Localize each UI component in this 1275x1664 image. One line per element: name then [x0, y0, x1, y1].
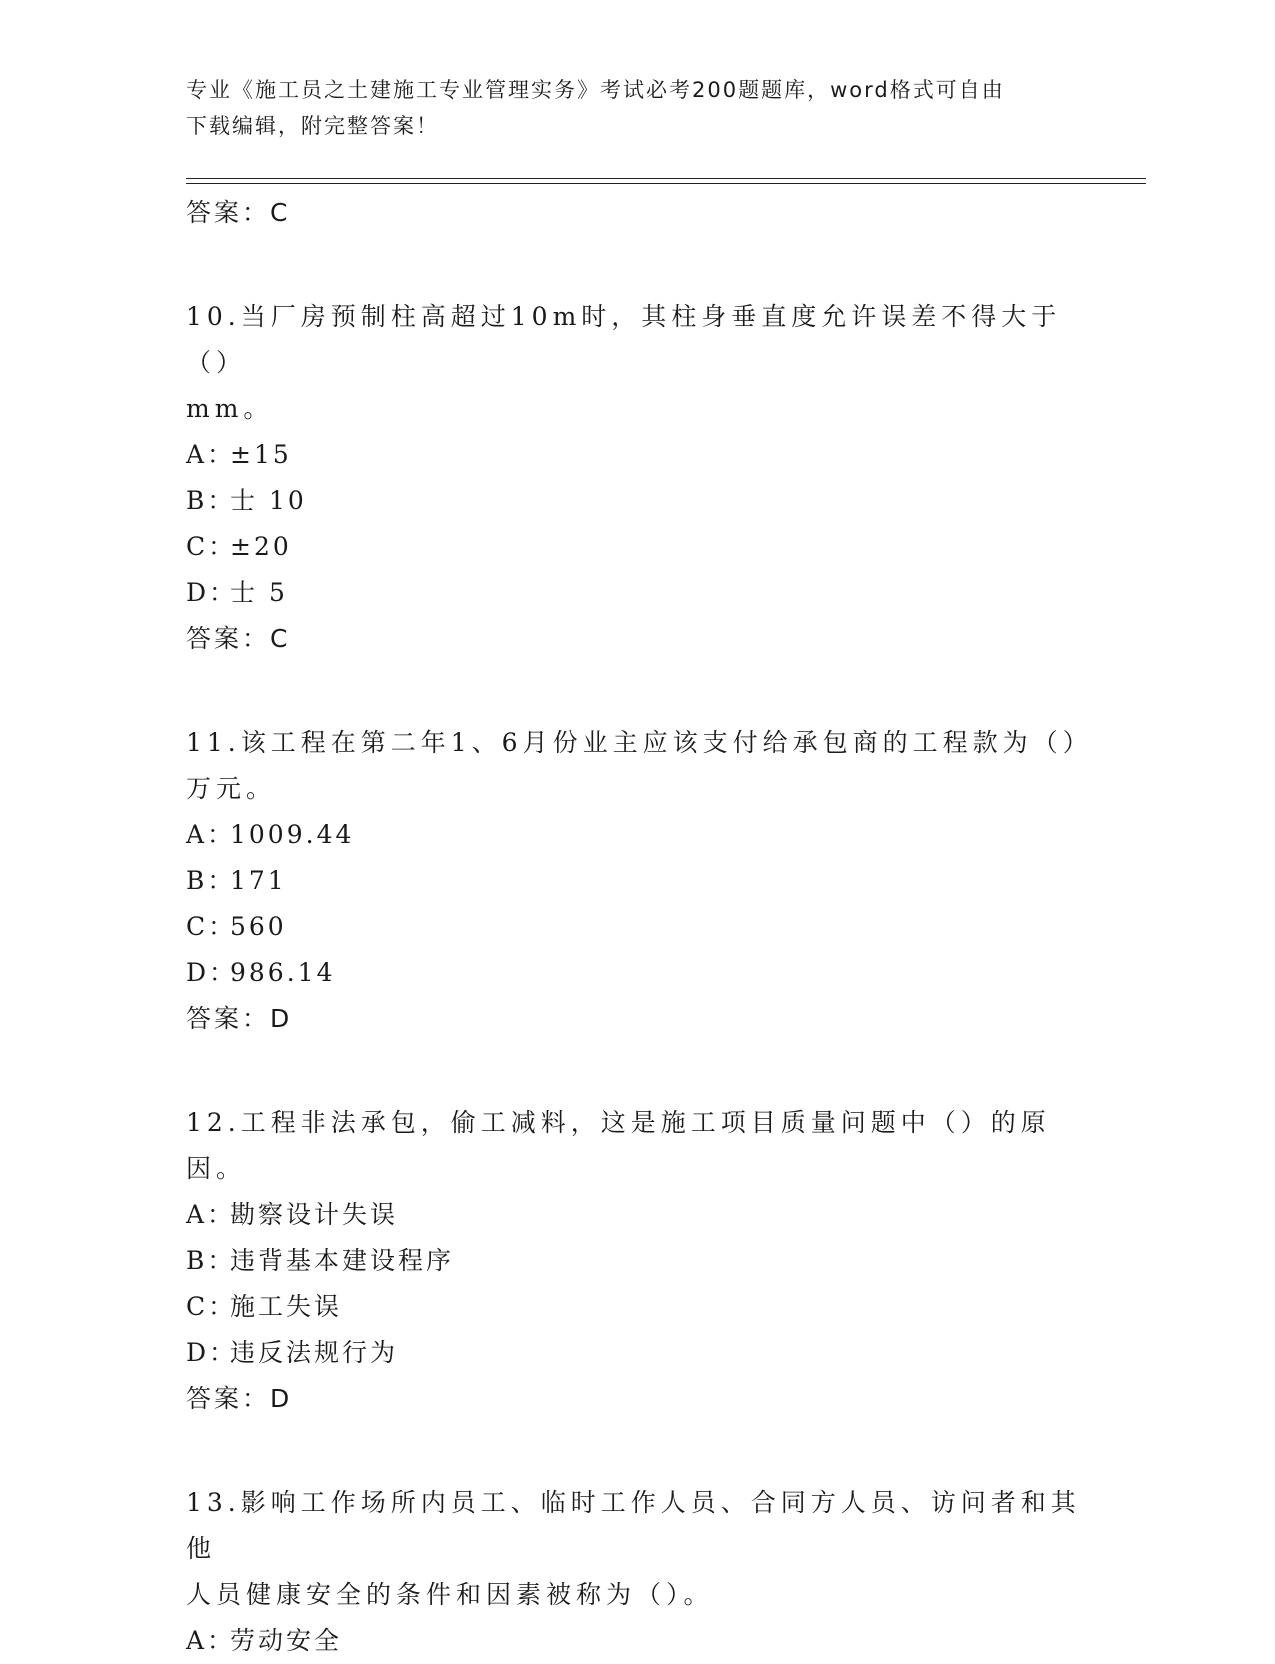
option-key: B： [186, 1246, 236, 1275]
option-a [186, 1618, 1106, 1664]
question-11 [186, 720, 1106, 1042]
header-line-1: 专业《施工员之土建施工专业管理实务》考试必考200题题库，word格式可自由 [186, 78, 1005, 102]
question-12 [186, 1100, 1106, 1422]
option-key: A： [186, 820, 236, 849]
question-text: 10.当厂房预制柱高超过10m时，其柱身垂直度允许误差不得大于（） [186, 302, 1062, 377]
header-line-2: 下载编辑，附完整答案！ [186, 114, 439, 138]
question-text: 12.工程非法承包，偷工减料，这是施工项目质量问题中（）的原因。 [186, 1108, 1051, 1183]
option-text: ±20 [230, 532, 292, 561]
option-d [186, 570, 1106, 616]
option-key: B： [186, 486, 236, 515]
header-divider-bottom [186, 183, 1146, 184]
option-b [186, 858, 1106, 904]
option-text: 986.14 [230, 958, 336, 987]
option-key: A： [186, 1200, 236, 1229]
option-key: C： [186, 912, 237, 941]
option-text: 士 5 [230, 578, 288, 607]
option-d [186, 1330, 1106, 1376]
answer-line: 答案：D [186, 1004, 293, 1033]
option-text: 违背基本建设程序 [230, 1246, 455, 1275]
option-key: B： [186, 866, 236, 895]
question-list [186, 190, 1106, 1664]
question-10 [186, 294, 1106, 662]
option-key: C： [186, 1292, 237, 1321]
option-a [186, 812, 1106, 858]
question-text: 13.影响工作场所内员工、临时工作人员、合同方人员、访问者和其他 [186, 1488, 1081, 1563]
option-c [186, 1284, 1106, 1330]
option-key: D： [186, 1338, 238, 1367]
option-text: 劳动安全 [230, 1626, 343, 1655]
question-text-continued: 人员健康安全的条件和因素被称为（）。 [186, 1580, 714, 1609]
option-text: 171 [230, 866, 287, 895]
option-key: D： [186, 958, 238, 987]
option-text: ±15 [230, 440, 292, 469]
option-c [186, 524, 1106, 570]
header-divider-top [186, 178, 1146, 179]
option-key: A： [186, 1626, 236, 1655]
option-text: 勘察设计失误 [230, 1200, 399, 1229]
option-text: 560 [230, 912, 287, 941]
document-header [186, 72, 1086, 144]
option-key: A： [186, 440, 236, 469]
option-d [186, 950, 1106, 996]
question-text-continued: 万元。 [186, 774, 277, 803]
option-b [186, 1238, 1106, 1284]
option-key: D： [186, 578, 238, 607]
option-a [186, 1192, 1106, 1238]
option-key: C： [186, 532, 237, 561]
option-a [186, 432, 1106, 478]
answer-line: 答案：C [186, 198, 291, 227]
answer-line: 答案：D [186, 1384, 293, 1413]
option-text: 士 10 [230, 486, 307, 515]
option-text: 施工失误 [230, 1292, 343, 1321]
option-text: 1009.44 [230, 820, 355, 849]
question-text: 11.该工程在第二年1、6月份业主应该支付给承包商的工程款为（） [186, 728, 1093, 757]
option-text: 违反法规行为 [230, 1338, 399, 1367]
question-13 [186, 1480, 1106, 1664]
option-b [186, 478, 1106, 524]
answer-line: 答案：C [186, 624, 291, 653]
question-text-continued: mm。 [186, 394, 274, 423]
option-c [186, 904, 1106, 950]
